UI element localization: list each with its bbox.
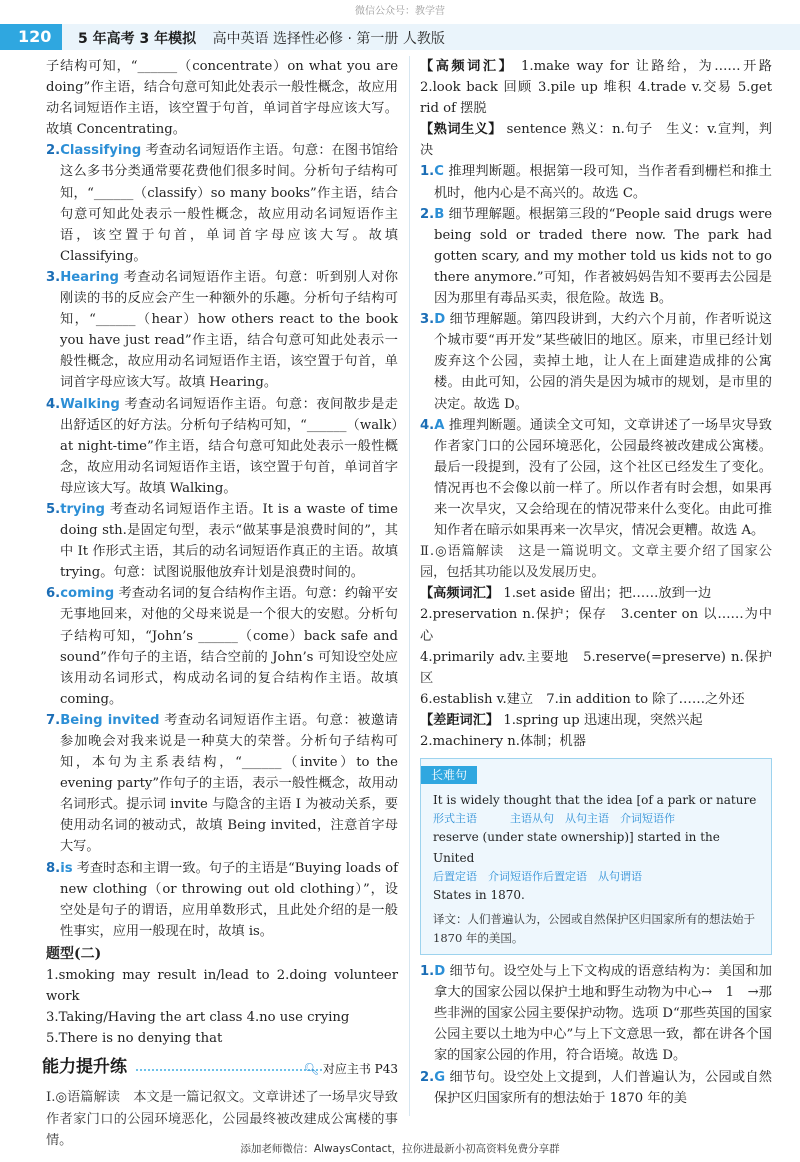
- answer-item: [420, 961, 772, 1066]
- answer-explanation: 考查动名词短语作主语。句意：在图书馆给这么多书分类通常要花费他们很多时间。分析句子结构可知，“______（classify）so many books”作主语，结合句意可知此处表示一般性概念，故应用动名词短语作主语，该空置于句首，单词首字母应该大写。故填 Classifying。: [60, 143, 398, 264]
- answer-key: Walking: [60, 396, 120, 412]
- answer-number: 4.: [420, 417, 435, 433]
- magnifier-icon: 🔍︎: [303, 1062, 319, 1077]
- vocab-label: 【高频词汇】: [420, 586, 500, 602]
- answer-number: 1.: [420, 164, 435, 180]
- answer-item: [420, 309, 772, 414]
- answer-list-left: [46, 140, 398, 942]
- answer-list-right-1: [420, 161, 772, 541]
- sentence-line: reserve (under state ownership)] started in the United: [433, 830, 720, 866]
- vocab-text: sentence 熟义：n.句子 生义：v.宣判，判决: [420, 122, 772, 159]
- answer-explanation: 考查动名词短语作主语。句意：听到别人对你刚读的书的反应会产生一种额外的乐趣。分析句子结构可知，“______（hear）how others react to the book you have just read”作主语，结合句意可知此处表示一般性概念，故应用动名词短语作主语，该空置于句首，单词首字母应该大写。故填 Hearing。: [60, 269, 398, 391]
- answer-explanation: 考查时态和主谓一致。句子的主语是“Buying loads of new clothing（or throwing out old clothing）”，设空处是句子的谓语，应用单数形式，且此处介绍的是一般性事实，应用一般现在时，故填 is。: [60, 860, 398, 939]
- answer-key: A: [434, 417, 445, 433]
- answer-item: [46, 499, 398, 583]
- intro-paragraph: 子结构可知，“______（concentrate）on what you are doing”作主语，结合句意可知此处表示一般性概念，故应用动名词短语作主语，该空置于句首，单词首字母应该大写。故填 Concentrating。: [46, 59, 398, 138]
- sentence-line: It is widely thought that the idea [of a park or nature: [433, 793, 757, 808]
- watermark-top: 微信公众号：教学营: [355, 6, 445, 17]
- type2-line: 3.Taking/Having the art class 4.no use crying: [46, 1010, 350, 1026]
- section-reference-text: 对应主书 P43: [322, 1062, 398, 1077]
- vocab-line: 4.primarily adv.主要地 5.reserve(=preserve) n.保护区: [420, 649, 772, 686]
- answer-key: is: [60, 860, 73, 876]
- header-brand: 5 年高考 3 年模拟: [78, 31, 197, 47]
- answer-number: 3.: [46, 269, 61, 285]
- type2-line: 1.smoking may result in/lead to 2.doing volunteer work: [46, 968, 398, 1005]
- vocab-line: 2.preservation n.保护；保存 3.center on 以……为中心: [420, 607, 772, 644]
- page-header: [0, 24, 800, 50]
- answer-key: Being invited: [60, 712, 160, 728]
- answer-key: B: [434, 206, 445, 222]
- answer-number: 6.: [46, 586, 61, 602]
- answer-explanation: 细节理解题。根据第三段的“People said drugs were being sold or traded there now. The park had gotten scary, and my mother told us kids not to go there anymore.”可知，作者被妈妈告知不要再去公园是因为那里有毒品买卖，很危险。故选 B。: [434, 206, 772, 307]
- passage-intro-2: Ⅱ.◎语篇解读 这是一篇说明文。文章主要介绍了国家公园，包括其功能以及发展历史。: [420, 544, 772, 581]
- answer-explanation: 考查动名词短语作主语。句意：被邀请参加晚会对我来说是一种莫大的荣誉。分析句子结构可知，本句为主系表结构，“______（invite）to the evening party”作句子的主语，表示一般性概念，故用动名词形式。提示词 invite 与隐含的主语 I 为被动关系，要使用动名词的被动式，故填 Being invited，注意首字母大写。: [60, 712, 398, 855]
- answer-key: D: [434, 964, 446, 980]
- vocab-familiar-words: [420, 119, 772, 161]
- vocab-text: 1.set aside 留出；把……放到一边: [503, 586, 712, 602]
- answer-number: 4.: [46, 396, 61, 412]
- left-column: [42, 56, 398, 1151]
- answer-key: coming: [60, 586, 115, 602]
- sentence-annotation: 形式主语 主语从句 从句主语 介词短语作: [433, 812, 675, 826]
- answer-number: 2.: [420, 1069, 435, 1085]
- answer-explanation: 考查动名词短语作主语。It is a waste of time doing sth.是固定句型，表示“做某事是浪费时间的”，其中 It 作形式主语，其后的动名词短语作真正的主语。故填 trying。句意：试图说服他放弃计划是浪费时间的。: [60, 501, 398, 581]
- vocab-line: 2.machinery n.体制；机器: [420, 734, 586, 749]
- type2-line: 5.There is no denying that: [46, 1031, 223, 1047]
- answer-item: [420, 415, 772, 542]
- answer-explanation: 细节句。设空处上文提到，人们普遍认为，公园或自然保护区归国家所有的想法始于 1870 年的美: [434, 1069, 772, 1106]
- answer-key: Classifying: [60, 143, 142, 159]
- answer-explanation: 考查动名词短语作主语。句意：夜间散步是走出舒适区的好方法。分析句子结构可知，“______（walk）at night-time”作主语，结合句意可知此处表示一般性概念，故应用动名词短语作主语，该空置于句首，单词首字母应该大写。故填 Walking。: [60, 396, 398, 496]
- answer-number: 2.: [420, 206, 435, 222]
- answer-item: [46, 140, 398, 267]
- answer-item: [46, 267, 398, 394]
- answer-number: 5.: [46, 501, 61, 517]
- long-sentence-box: [420, 758, 772, 955]
- answer-list-right-2: [420, 961, 772, 1109]
- answer-item: [46, 394, 398, 499]
- answer-item: [46, 583, 398, 710]
- answer-key: D: [434, 312, 446, 328]
- page-number: 120: [18, 27, 52, 46]
- vocab-text: 1.make way for 让路给，为……开路 2.look back 回顾 3.pile up 堆积 4.trade v.交易 5.get rid of 摆脱: [420, 59, 772, 117]
- answer-key: Hearing: [60, 269, 119, 285]
- vocab-gap-words: [420, 710, 772, 731]
- section-reference: [304, 1059, 398, 1080]
- passage-intro-1: Ⅰ.◎语篇解读 本文是一篇记叙文。文章讲述了一场旱灾导致作者家门口的公园环境恶化，公园最终被改建成公寓楼的事情。: [46, 1090, 398, 1148]
- vocab-label: 【熟词生义】: [420, 122, 502, 138]
- vocab-high-frequency-2: [420, 583, 772, 604]
- answer-key: G: [434, 1069, 446, 1085]
- answer-item: [420, 161, 772, 203]
- answer-number: 7.: [46, 712, 61, 728]
- type2-title: 题型(二): [46, 945, 102, 962]
- vocab-line: 6.establish v.建立 7.in addition to 除了……之外还: [420, 691, 745, 707]
- answer-item: [46, 858, 398, 942]
- answer-explanation: 推理判断题。通读全文可知，文章讲述了一场旱灾导致作者家门口的公园环境恶化，公园最终被改建成公寓楼。最后一段提到，没有了公园，这个社区已经发生了变化。情况再也不会像以前一样了。所以作者有时会想，如果再来一次旱灾，又会给现在的情况带来什么变化。由此可推知作者在暗示如果再来一次旱灾，情况会更糟。故选 A。: [434, 417, 772, 539]
- sentence-line: States in 1870.: [433, 888, 525, 903]
- answer-number: 1.: [420, 964, 435, 980]
- sentence-translation: 译文：人们普遍认为，公园或自然保护区归国家所有的想法始于 1870 年的美国。: [433, 912, 755, 946]
- right-column: [420, 56, 772, 1109]
- answer-explanation: 考查动名词的复合结构作主语。句意：约翰平安无事地回来，对他的父母来说是一个很大的安慰。分析句子结构可知，“John’s ______（come）back safe and sound”作句子的主语，结合空前的 John’s 可知设空处应该用动名词形式，构成动名词的复合结构作主语。故填 coming。: [60, 586, 398, 707]
- answer-item: [420, 1067, 772, 1109]
- answer-key: C: [434, 164, 444, 180]
- vocab-text: 1.spring up 迅速出现，突然兴起: [503, 712, 703, 728]
- header-subtitle: 高中英语 选择性必修 · 第一册 人教版: [212, 31, 445, 47]
- answer-number: 8.: [46, 860, 61, 876]
- long-sentence-tag: 长难句: [421, 766, 477, 784]
- vocab-high-frequency-1: [420, 56, 772, 119]
- vocab-label: 【差距词汇】: [420, 712, 500, 728]
- answer-explanation: 细节理解题。第四段讲到，大约六个月前，作者听说这个城市要“再开发”某些破旧的地区。原来，市里已经计划废弃这个公园，卖掉土地，让人在上面建造成排的公寓楼。由此可知，公园的消失是因为城市的规划，是市里的决定。故选 D。: [434, 312, 772, 412]
- header-title: [78, 28, 445, 48]
- answer-number: 2.: [46, 143, 61, 159]
- vocab-label: 【高频词汇】: [420, 59, 515, 74]
- answer-key: trying: [60, 501, 105, 517]
- section-bar: [42, 1057, 398, 1083]
- section-label: 能力提升练: [42, 1057, 127, 1078]
- column-divider: [409, 56, 410, 1116]
- answer-item: [46, 710, 398, 858]
- answer-explanation: 细节句。设空处与上下文构成的语意结构为：美国和加拿大的国家公园以保护土地和野生动物为中心→ 1 →那些非洲的国家公园主要保护动物。选项 D“那些英国的国家公园主要以土地为中心”与上下文意思一致，都在讲各个国家的国家公园的作用，符合语境。故选 D。: [434, 964, 773, 1064]
- answer-item: [420, 204, 772, 309]
- answer-number: 3.: [420, 312, 435, 328]
- watermark-bottom: 添加老师微信：AlwaysContact，拉你进最新小初高资料免费分享群: [240, 1143, 560, 1155]
- sentence-annotation: 后置定语 介词短语作后置定语 从句谓语: [433, 870, 642, 884]
- answer-explanation: 推理判断题。根据第一段可知，当作者看到栅栏和推土机时，他内心是不高兴的。故选 C。: [434, 164, 772, 201]
- section-dotted-line: [136, 1069, 322, 1071]
